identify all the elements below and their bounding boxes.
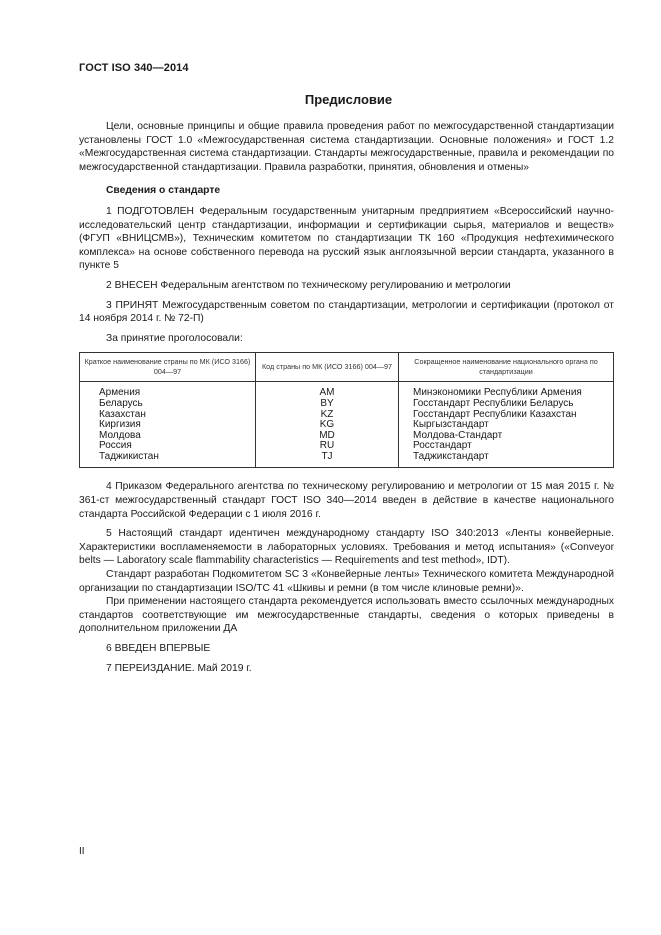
item-2-paragraph: 2 ВНЕСЕН Федеральным агентством по техническому регулированию и метрологии bbox=[106, 279, 511, 291]
standards-body-name: Кыргызстандарт bbox=[413, 419, 489, 431]
country-name: Беларусь bbox=[99, 397, 143, 409]
country-name: Молдова bbox=[99, 429, 141, 441]
page-title: Предисловие bbox=[304, 92, 393, 107]
country-name: Армения bbox=[99, 387, 141, 399]
item-5-paragraph: 5 Настоящий стандарт идентичен международному стандарту ISO 340:2013 «Ленты конвейерные. Характеристики воспламеняемости в лабораторных условиях. Требования и метод испытания» («Conveyor belts — Laboratory scale flammability characteristics — Requirements and test method», IDT). bbox=[79, 528, 614, 567]
standards-body-name: Таджикстандарт bbox=[413, 450, 489, 462]
standards-body-column bbox=[399, 382, 614, 468]
standards-body-name: Госстандарт Республики Казахстан bbox=[413, 408, 577, 420]
country-name: Россия bbox=[99, 440, 132, 452]
header-body: Сокращенное наименование национального органа по стандартизации bbox=[399, 353, 614, 382]
table-header-row bbox=[80, 353, 614, 382]
foreword-content bbox=[79, 120, 614, 675]
country-code: TJ bbox=[321, 450, 333, 462]
voted-label: За принятие проголосовали: bbox=[106, 332, 243, 344]
page-number: II bbox=[79, 846, 85, 857]
standards-body-name: Росстандарт bbox=[413, 440, 472, 452]
country-code: RU bbox=[319, 440, 335, 452]
country-name: Киргизия bbox=[99, 419, 141, 431]
document-code-header: ГОСТ ISO 340—2014 bbox=[79, 62, 189, 74]
item-1-paragraph: 1 ПОДГОТОВЛЕН Федеральным государственным унитарным предприятием «Всероссийский научно-исследовательский центр стандартизации, информации и сертификации сырья, материалов и веществ» (ФГУП «ВНИЦСМВ»), Техническим комитетом по стандартизации ТК 160 «Продукция нефтехимического комплекса» на основе собственного перевода на русский язык англоязычной версии стандарта, указанного в пункте 5 bbox=[79, 205, 614, 272]
item-3-paragraph: 3 ПРИНЯТ Межгосударственным советом по стандартизации, метрологии и сертификации (протокол от 14 ноября 2014 г. № 72-П) bbox=[79, 299, 614, 325]
item-6-paragraph: 6 ВВЕДЕН ВПЕРВЫЕ bbox=[106, 643, 211, 654]
intro-paragraph: Цели, основные принципы и общие правила проведения работ по межгосударственной стандартизации установлены ГОСТ 1.0 «Межгосударственная система стандартизации. Основные положения» и ГОСТ 1.2 «Межгосударственная система стандартизации. Стандарты межгосударственные, правила и рекомендации по межгосударственной стандартизации. Правила разработки, принятия, обновления и отмены» bbox=[79, 121, 614, 173]
header-code: Код страны по МК (ИСО 3166) 004—97 bbox=[256, 353, 399, 382]
item-7-paragraph: 7 ПЕРЕИЗДАНИЕ. Май 2019 г. bbox=[106, 662, 252, 674]
country-code: KG bbox=[319, 419, 335, 431]
standards-body-name: Госстандарт Республики Беларусь bbox=[413, 397, 574, 409]
voting-table bbox=[79, 352, 614, 468]
country-code: BY bbox=[320, 397, 334, 409]
country-name: Казахстан bbox=[99, 408, 146, 420]
country-code: AM bbox=[319, 387, 335, 399]
country-code: KZ bbox=[320, 408, 334, 420]
header-country: Краткое наименование страны по МК (ИСО 3166) 004—97 bbox=[80, 353, 256, 382]
section-heading: Сведения о стандарте bbox=[106, 185, 221, 197]
country-column bbox=[80, 382, 256, 468]
standards-body-name: Молдова-Стандарт bbox=[413, 429, 503, 441]
item-5-developer-paragraph: Стандарт разработан Подкомитетом SC 3 «Конвейерные ленты» Технического комитета Международной организации по стандартизации ISO/TC 41 «Шкивы и ремни (в том числе клиновые ремни)». bbox=[79, 569, 614, 594]
item-4-paragraph: 4 Приказом Федерального агентства по техническому регулированию и метрологии от 15 мая 2015 г. № 361-ст межгосударственный стандарт ГОСТ ISO 340—2014 введен в действие в качестве национального стандарта Российской Федерации с 1 июля 2016 г. bbox=[79, 481, 614, 520]
code-column bbox=[256, 382, 399, 468]
table-body-row bbox=[80, 382, 614, 468]
item-5-usage-paragraph: При применении настоящего стандарта рекомендуется использовать вместо ссылочных международных стандартов соответствующие им межгосударственные стандарты, сведения о которых приведены в дополнительном приложении ДА bbox=[79, 596, 614, 635]
country-name: Таджикистан bbox=[99, 450, 159, 462]
country-code: MD bbox=[319, 429, 335, 441]
standards-body-name: Минэкономики Республики Армения bbox=[413, 387, 582, 399]
